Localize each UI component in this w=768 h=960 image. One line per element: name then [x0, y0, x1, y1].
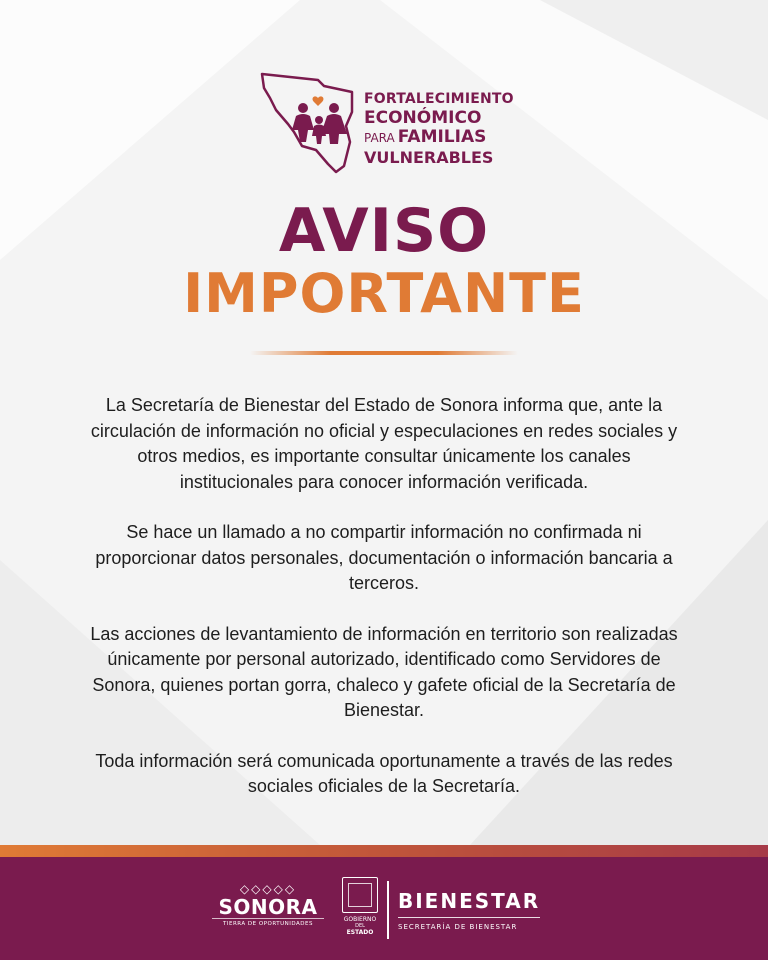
sonora-pattern-icon: ◇◇◇◇◇	[239, 882, 297, 896]
logo-line-4: VULNERABLES	[364, 148, 494, 167]
program-logo	[258, 68, 514, 176]
bienestar-logo	[398, 889, 540, 933]
gobierno-logo	[338, 877, 382, 936]
state-shield-icon	[342, 877, 378, 913]
footer-accent-line	[0, 845, 768, 857]
paragraph-1: La Secretaría de Bienestar del Estado de Sonora informa que, ante la circulación de información no oficial y especulaciones en redes sociales y otros medios, es importante consultar únicamente los canales institucionales para conocer información verificada.	[90, 395, 678, 492]
bienestar-name: BIENESTAR	[398, 889, 540, 918]
logo-line-3	[364, 128, 514, 148]
sonora-logo	[212, 882, 324, 928]
gob-line-1: GOBIERNO	[343, 916, 377, 923]
sonora-map-family-icon	[258, 68, 368, 176]
gob-line-2: DEL	[355, 923, 365, 929]
title-importante: IMPORTANTE	[183, 262, 585, 325]
sonora-name: SONORA	[218, 895, 318, 919]
footer-separator	[387, 881, 389, 939]
notice-body	[84, 393, 684, 825]
gob-line-3: ESTADO	[346, 929, 374, 936]
sonora-tagline: TIERRA DE OPORTUNIDADES	[212, 918, 324, 928]
logo-line-3-big: FAMILIAS	[397, 127, 487, 147]
logo-line-3-small: PARA	[364, 131, 395, 145]
logo-line-2: ECONÓMICO	[364, 108, 482, 128]
footer	[0, 857, 768, 960]
logo-text	[364, 90, 514, 167]
logo-line-1: FORTALECIMIENTO	[364, 91, 514, 107]
title-divider	[250, 351, 518, 355]
title-aviso: AVISO	[278, 196, 490, 266]
bienestar-subtitle: SECRETARÍA DE BIENESTAR	[398, 923, 518, 931]
paragraph-2: Se hace un llamado a no compartir información no confirmada ni proporcionar datos personales, documentación o información bancaria a terceros.	[95, 522, 673, 593]
paragraph-3: Las acciones de levantamiento de información en territorio son realizadas únicamente por personal autorizado, identificado como Servidores de Sonora, quienes portan gorra, chaleco y gafete oficial de la Secretaría de Bienestar.	[90, 623, 678, 720]
paragraph-4: Toda información será comunicada oportunamente a través de las redes sociales oficiales de la Secretaría.	[95, 750, 673, 796]
